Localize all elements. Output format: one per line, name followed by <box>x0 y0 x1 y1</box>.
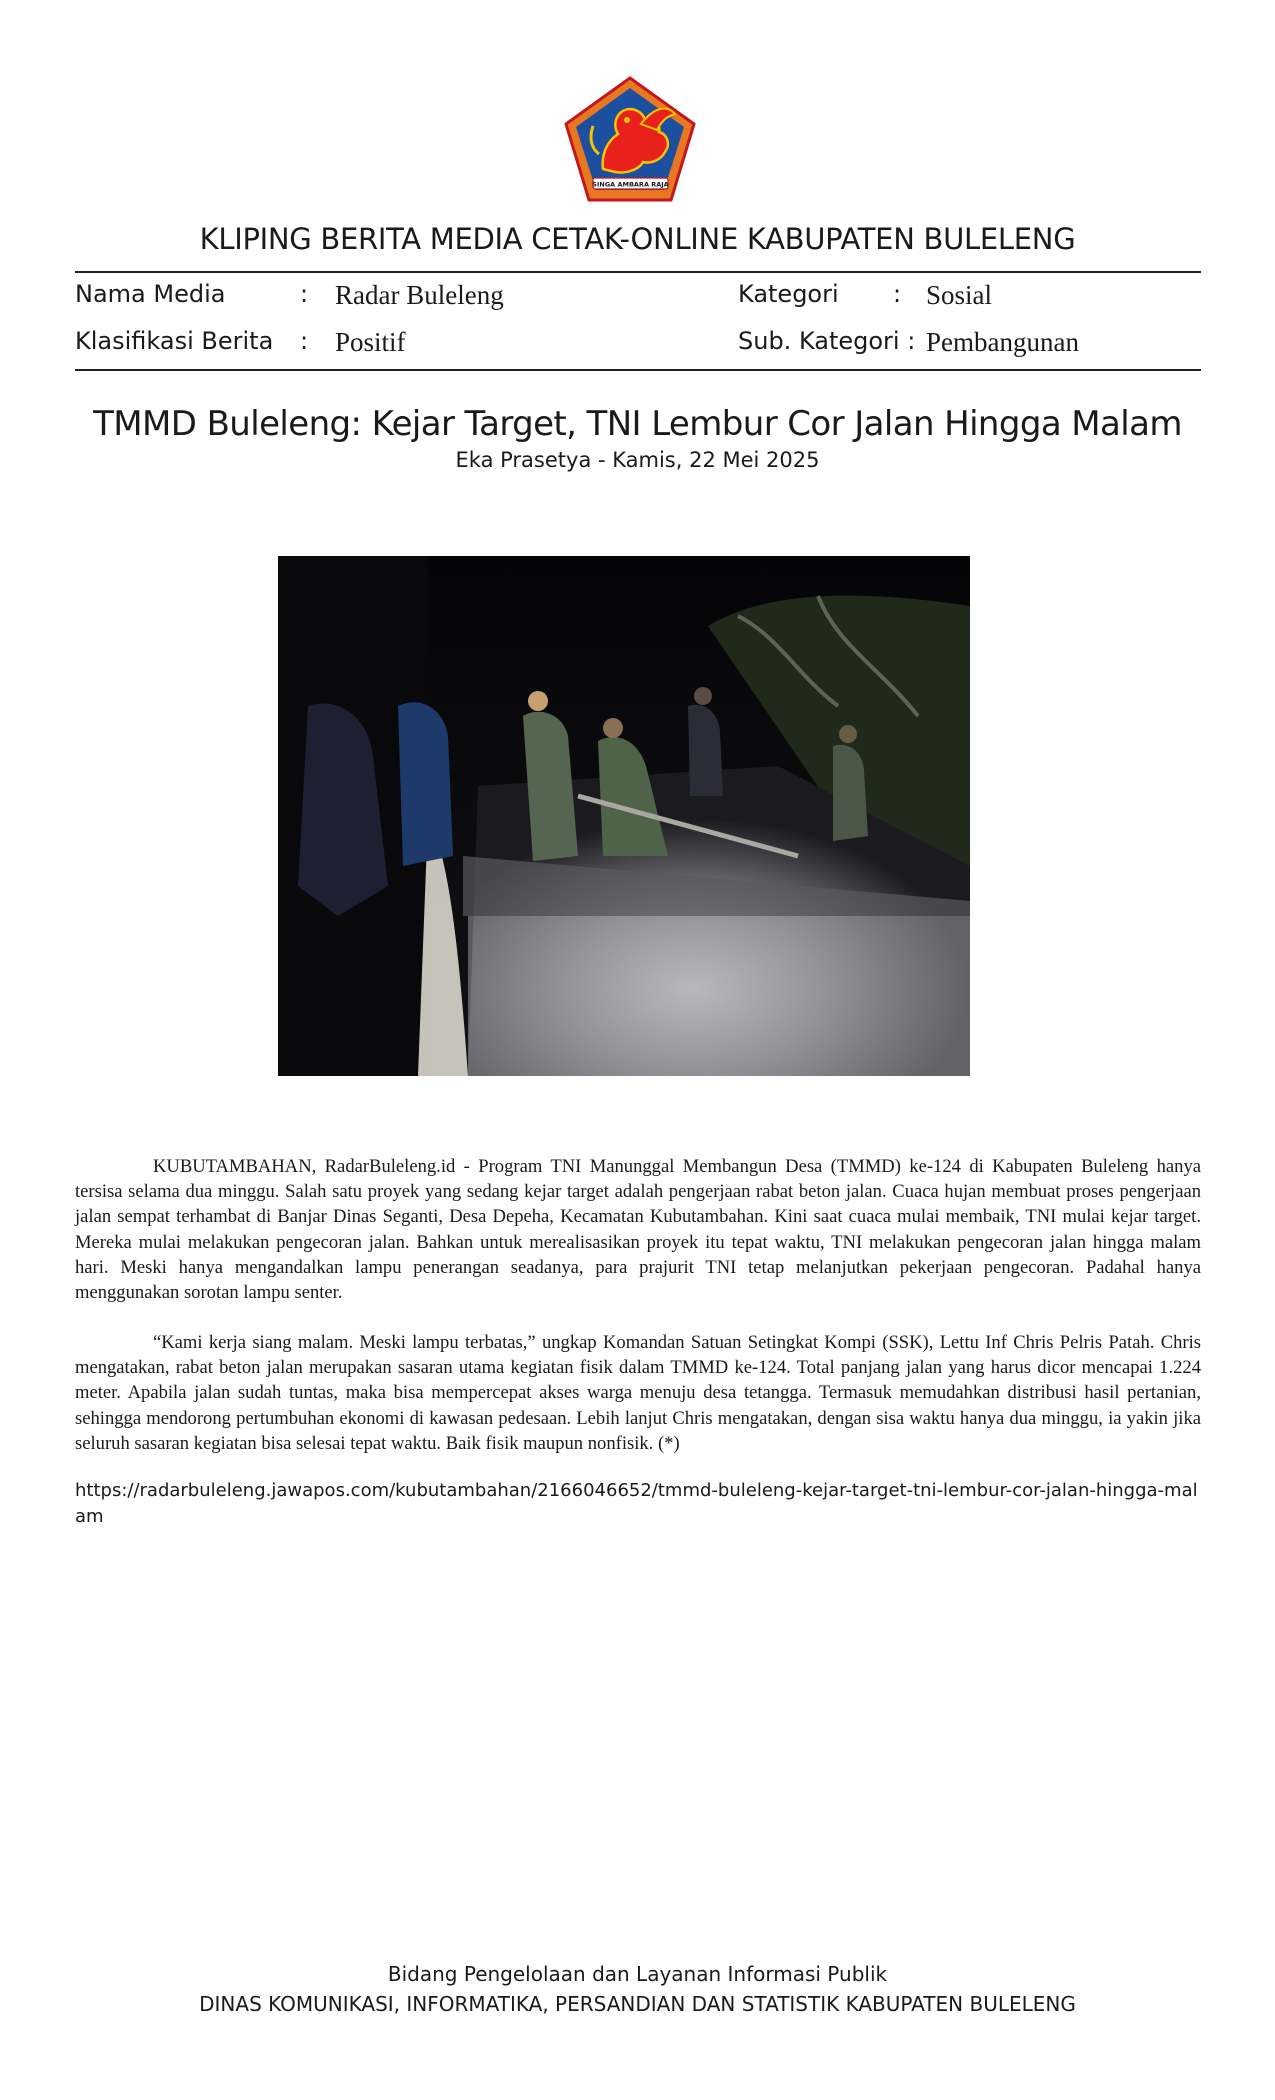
classification-value: Positif <box>335 327 406 357</box>
article-paragraph-2: “Kami kerja siang malam. Meski lampu terbatas,” ungkap Komandan Satuan Setingkat Kompi (SSK), Lettu Inf Chris Pelris Patah. Chris mengatakan, rabat beton jalan merupakan sasaran utama kegiatan fisik dalam TMMD ke-124. Total panjang jalan yang harus dicor mencapai 1.224 meter. Apabila jalan sudah tuntas, maka bisa mempercepat akses warga menuju desa tetangga. Termasuk memudahkan distribusi hasil pertanian, sehingga mendorong pertumbuhan ekonomi di kawasan pedesaan. Lebih lanjut Chris mengatakan, dengan sisa waktu hanya dua minggu, ia yakin jika seluruh sasaran kegiatan bisa selesai tepat waktu. Baik fisik maupun nonfisik. (*) <box>75 1332 1201 1454</box>
article-headline: TMMD Buleleng: Kejar Target, TNI Lembur Cor Jalan Hingga Malam <box>93 404 1182 444</box>
source-link[interactable]: https://radarbuleleng.jawapos.com/kubutambahan/2166046652/tmmd-buleleng-kejar-target-tni-lembur-cor-jalan-hingga-malam <box>75 1480 1198 1527</box>
document-header-title: KLIPING BERITA MEDIA CETAK-ONLINE KABUPATEN BULELENG <box>199 222 1076 256</box>
buleleng-crest-icon <box>563 74 698 204</box>
subcategory-value: Pembangunan <box>926 327 1079 357</box>
article-paragraph-1: KUBUTAMBAHAN, RadarBuleleng.id - Program TNI Manunggal Membangun Desa (TMMD) ke-124 di Kabupaten Buleleng hanya tersisa selama dua minggu. Salah satu proyek yang sedang kejar target adalah pengerjaan rabat beton jalan. Cuaca hujan membuat proses pengerjaan jalan sempat terhambat di Banjar Dinas Seganti, Desa Depeha, Kecamatan Kubutambahan. Kini saat cuaca mulai membaik, TNI mulai kejar target. Mereka mulai melakukan pengecoran jalan. Bahkan untuk merealisasikan proyek itu tepat waktu, TNI melakukan pengecoran jalan hingga malam hari. Meski hanya mengandalkan lampu penerangan seadanya, para prajurit TNI tetap melanjutkan pekerjaan pengecoran. Padahal hanya menggunakan sorotan lampu senter. <box>75 1156 1201 1304</box>
footer-department: Bidang Pengelolaan dan Layanan Informasi Publik <box>387 1962 888 1986</box>
classification-label: Klasifikasi Berita <box>75 327 274 355</box>
footer-agency: DINAS KOMUNIKASI, INFORMATIKA, PERSANDIAN DAN STATISTIK KABUPATEN BULELENG <box>199 1992 1076 2016</box>
category-value: Sosial <box>926 280 993 310</box>
media-value: Radar Buleleng <box>335 280 504 310</box>
classification-separator: : <box>300 327 309 355</box>
night-road-construction-photo <box>278 556 970 1076</box>
media-separator: : <box>300 280 309 308</box>
header-divider-top <box>75 271 1201 273</box>
header-divider-bottom <box>75 369 1201 371</box>
category-separator: : <box>893 280 902 308</box>
category-label: Kategori <box>738 280 839 308</box>
article-byline: Eka Prasetya - Kamis, 22 Mei 2025 <box>455 448 820 472</box>
media-label: Nama Media <box>75 280 226 308</box>
subcategory-label: Sub. Kategori : <box>738 327 916 355</box>
logo-motto: SINGA AMBARA RAJA <box>592 180 669 189</box>
